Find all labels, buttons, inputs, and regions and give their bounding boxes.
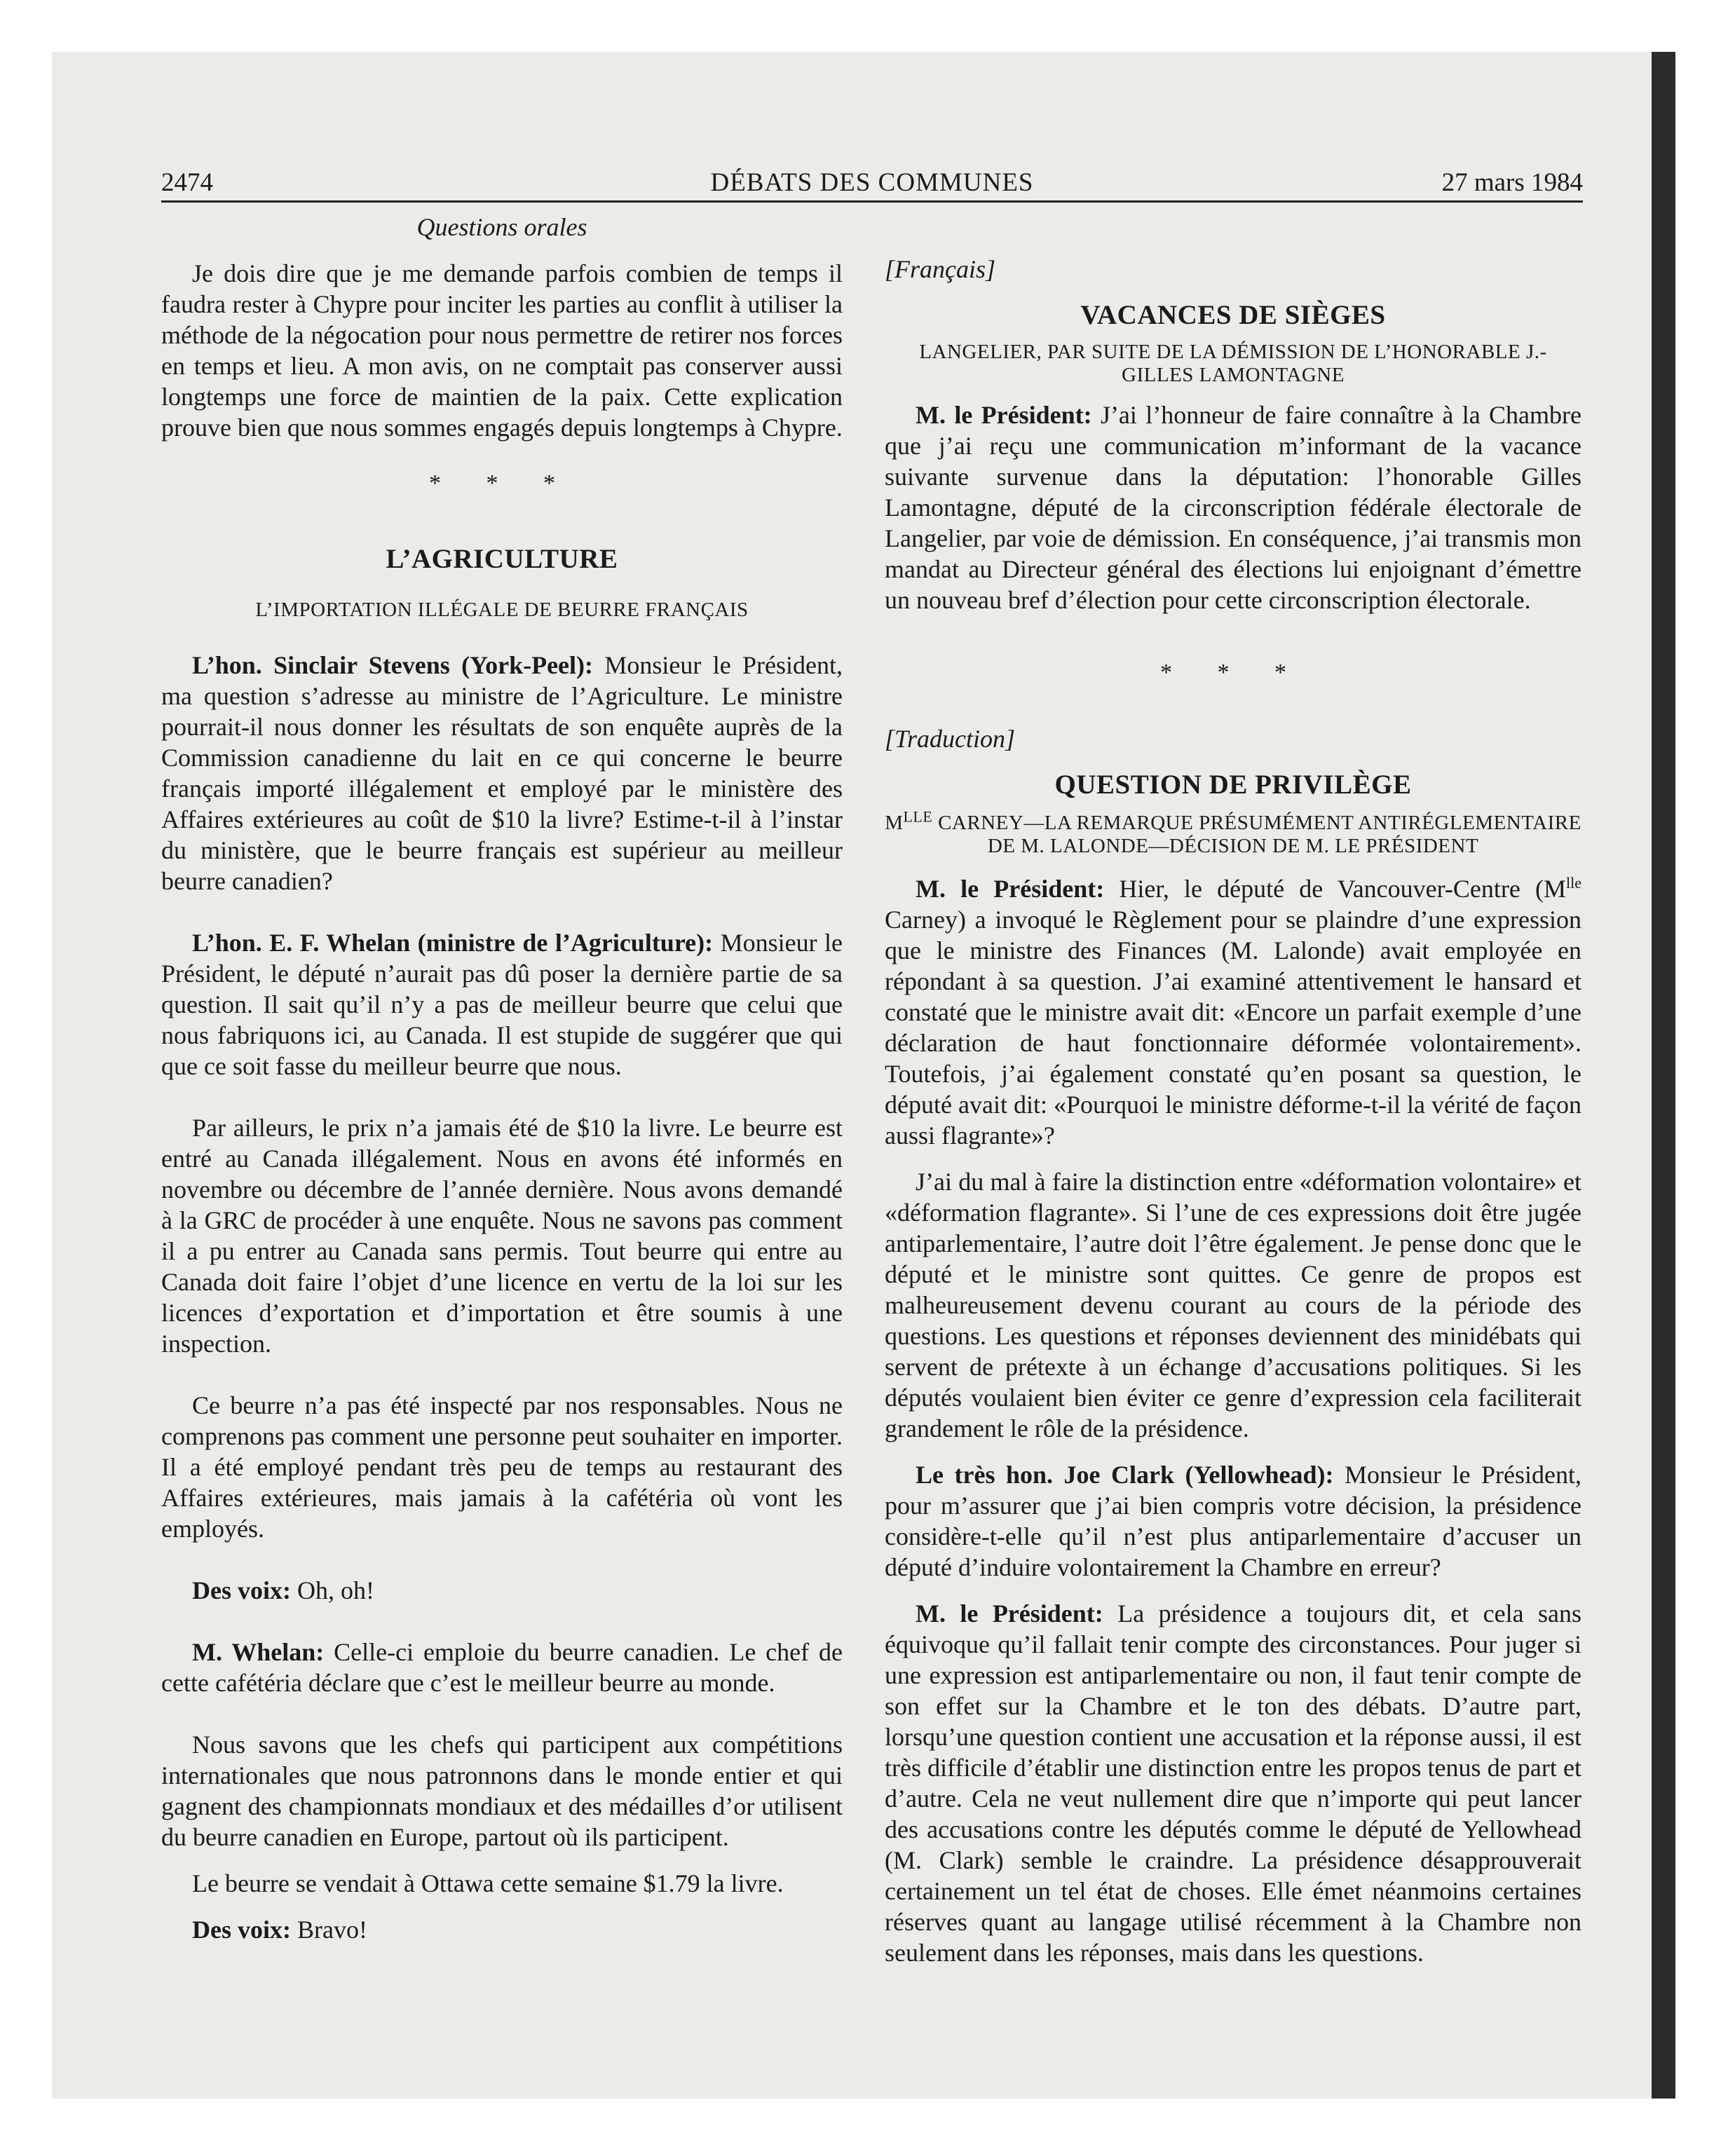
left-column — [161, 212, 843, 1945]
speech-whelan: L’hon. E. F. Whelan (ministre de l’Agriculture): Monsieur le Président, le député n’aurait pas dû poser la dernière partie de sa question. Il sait qu’il n’y a pas de meilleur beurre que celui que nous fabriquons ici, au Canada. Il est stupide de suggérer que qui que ce soit fasse du meilleur beurre que nous. — [161, 929, 843, 1080]
speech-president-1: M. le Président: J’ai l’honneur de faire connaître à la Chambre que j’ai reçu une communication m’informant de la vacance suivante survenue dans la députation: l’honorable Gilles Lamontagne, député de la circonscription fédérale électorale de Langelier, par voie de démission. En conséquence, j’ai transmis mon mandat au Directeur général des élections lui enjoignant d’émettre un nouveau bref d’élection pour cette circonscription électorale. — [885, 401, 1581, 614]
speech-clark: Le très hon. Joe Clark (Yellowhead): Monsieur le Président, pour m’assurer que j’ai bien compris votre décision, la présidence considère-t-elle qu’il n’est plus antiparlementaire d’accuser un député d’induire volontairement la Chambre en erreur? — [885, 1461, 1581, 1581]
speech-whelan-2: M. Whelan: Celle-ci emploie du beurre canadien. Le chef de cette cafétéria déclare que c’est le meilleur beurre au monde. — [161, 1638, 843, 1697]
section-title-privilege: QUESTION DE PRIVILÈGE — [1054, 770, 1412, 800]
language-tag-francais: [Français] — [885, 255, 996, 283]
subheading-langelier: LANGELIER, PAR SUITE DE LA DÉMISSION DE L’HONORABLE J.-GILLES LAMONTAGNE — [919, 341, 1547, 386]
speaker-president-2: M. le Président: — [916, 875, 1105, 903]
page-header — [161, 165, 1583, 200]
speaker-president: M. le Président: — [916, 401, 1092, 429]
speaker-clark: Le très hon. Joe Clark (Yellowhead): — [916, 1461, 1334, 1489]
running-head: Questions orales — [416, 213, 587, 241]
section-title-agriculture: L’AGRICULTURE — [386, 544, 618, 574]
subheading-carney: $M^{LLE}$ CARNEY—LA REMARQUE PRÉSUMÉMENT ANTIRÉGLEMENTAIRE DE M. LALONDE—DÉCISION DE M. LE PRÉSIDENT — [885, 807, 1581, 857]
interjection-voices-2: Des voix: Bravo! — [192, 1916, 367, 1944]
header-rule — [161, 200, 1583, 203]
paragraph-distinction: J’ai du mal à faire la distinction entre «déformation volontaire» et «déformation flagrante». Si l’une de ces expressions doit être jugée antiparlementaire, l’autre doit l’être également. Je pense donc que le député et le ministre sont quittes. Ce genre de propos est malheureusement devenu courant au cours de la période des questions. Les questions et réponses deviennent des minidébats qui servent de prétexte à un échange d’accusations politiques. Si les députés voulaient bien éviter ce genre d’expression cela faciliterait grandement le rôle de la présidence. — [885, 1168, 1581, 1442]
speech-president-3: M. le Président: La présidence a toujours dit, et cela sans équivoque qu’il fallait tenir compte des circonstances. Pour juger si une expression est antiparlementaire ou non, il faut tenir compte de son effet sur la Chambre et le ton des débats. D’autre part, lorsqu’une question contient une accusation et la réponse aussi, il est très difficile d’établir une distinction entre les propos tenus de part et d’autre. Cela ne veut nullement dire que n’importe qui peut lancer des accusations contre les députés comme le député de Yellowhead (M. Clark) semble le craindre. La présidence désapprouverait certainement un tel état de choses. Elle émet néanmoins certaines réserves quant au langage utilisé récemment à la Chambre non seulement dans les réponses, mais dans les questions. — [885, 1599, 1581, 1967]
page-number: 2474 — [161, 168, 213, 197]
publication-title: DÉBATS DES COMMUNES — [710, 168, 1034, 197]
speech-president-2: M. le Président: Hier, le député de Vancouver-Centre ($M^{lle}$ Carney) a invoqué le Règlement pour se plaindre d’une expression que le ministre des Finances (M. Lalonde) avait employée en répondant à sa question. J’ai examiné attentivement le hansard et constaté que le ministre avait dit: «Encore un parfait exemple d’une déclaration de haut fonctionnaire déformée volontairement». Toutefois, j’ai également constaté qu’en posant sa question, le député avait dit: «Pourquoi le ministre déforme-t-il la vérité de façon aussi flagrante»? — [885, 874, 1581, 1149]
paragraph-price: Par ailleurs, le prix n’a jamais été de $10 la livre. Le beurre est entré au Canada illégalement. Nous en avons été informés en novembre ou décembre de l’année dernière. Nous avons demandé à la GRC de procéder à une enquête. Nous ne savons pas comment il a pu entrer au Canada sans permis. Tout beurre qui entre au Canada doit faire l’objet d’une licence en vertu de la loi sur les licences d’exportation et d’importation et être soumis à une inspection. — [161, 1114, 843, 1358]
interjection-voices-1: Des voix: Oh, oh! — [192, 1576, 374, 1604]
subheading-butter: L’IMPORTATION ILLÉGALE DE BEURRE FRANÇAIS — [255, 599, 749, 621]
paragraph-chefs: Nous savons que les chefs qui participent aux compétitions internationales que nous patronnons dans le monde entier et qui gagnent des championnats mondiaux et des médailles d’or utilisent du beurre canadien en Europe, partout où ils participent. — [161, 1731, 843, 1851]
speaker-whelan: L’hon. E. F. Whelan (ministre de l’Agriculture): — [192, 929, 714, 957]
paragraph-inspection: Ce beurre n’a pas été inspecté par nos responsables. Nous ne comprenons pas comment une personne peut souhaiter en importer. Il a été employé pendant très peu de temps au restaurant des Affaires extérieures, mais jamais à la cafétéria où vont les employés. — [161, 1391, 843, 1543]
page-date: 27 mars 1984 — [1441, 168, 1583, 197]
language-tag-traduction: [Traduction] — [885, 725, 1016, 753]
speaker-voices-2: Des voix: — [192, 1916, 291, 1944]
section-separator-right: * * * — [1160, 660, 1306, 685]
section-title-vacances: VACANCES DE SIÈGES — [1080, 300, 1386, 330]
right-column — [885, 254, 1581, 1968]
section-separator: * * * — [429, 470, 575, 496]
speech-stevens: L’hon. Sinclair Stevens (York-Peel): Monsieur le Président, ma question s’adresse au ministre de l’Agriculture. Le ministre pourrait-il nous donner les résultats de son enquête auprès de la Commission canadienne du lait en ce qui concerne le beurre français importé illégalement et employé par le ministère des Affaires extérieures au coût de $10 la livre? Estime-t-il à l’instar du ministère, que le beurre français est supérieur au meilleur beurre canadien? — [161, 651, 843, 895]
speaker-whelan-2: M. Whelan: — [192, 1638, 325, 1666]
speaker-president-3: M. le Président: — [916, 1599, 1103, 1628]
paragraph-ottawa: Le beurre se vendait à Ottawa cette semaine $1.79 la livre. — [192, 1869, 784, 1897]
speaker-voices: Des voix: — [192, 1576, 291, 1604]
paragraph-cyprus: Je dois dire que je me demande parfois combien de temps il faudra rester à Chypre pour inciter les parties au conflit à utiliser la méthode de la négocation pour nous permettre de retirer nos forces en temps et lieu. A mon avis, on ne comptait pas conserver aussi longtemps une force de maintien de la paix. Cette explication prouve bien que nous sommes engagés depuis longtemps à Chypre. — [161, 259, 843, 442]
scan-edge-bar — [1652, 52, 1675, 2099]
speaker-stevens: L’hon. Sinclair Stevens (York-Peel): — [192, 651, 594, 679]
